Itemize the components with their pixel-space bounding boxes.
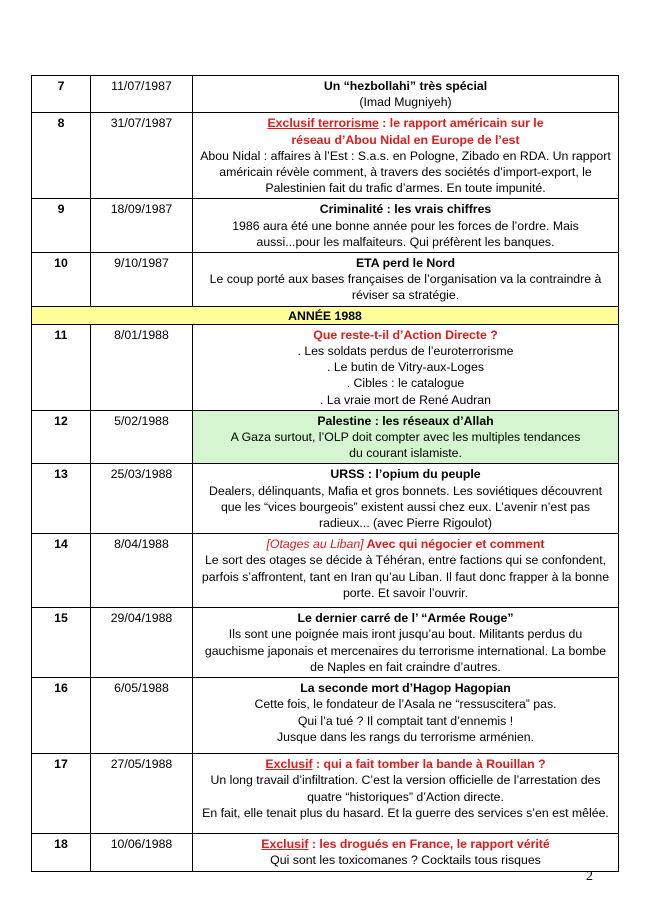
table-row (32, 678, 619, 754)
row-date: 6/05/1988 (91, 678, 193, 754)
table-row (32, 464, 619, 534)
row-number: 14 (32, 534, 91, 608)
article-title-rest: : le rapport américain sur le (378, 116, 544, 131)
article-body: Le coup porté aux bases françaises de l’organisation va la contraindre à réviser sa stratégie. (209, 272, 602, 303)
article-title (199, 836, 612, 852)
article-title: Un “hezbollahi” très spécial (323, 79, 488, 93)
article-title-rest: Avec qui négocier et comment (363, 537, 545, 552)
row-number: 12 (32, 410, 91, 464)
row-content (193, 324, 619, 410)
article-body: 1986 aura été une bonne année pour les forces de l’ordre. Mais aussi...pour les malfaiteurs. Qui préfèrent les banques. (232, 218, 579, 249)
row-content (193, 199, 619, 253)
row-date: 27/05/1988 (91, 754, 193, 834)
article-title: URSS : l’opium du peuple (330, 467, 481, 482)
table-row (32, 76, 619, 113)
row-content (193, 464, 619, 534)
article-body: Dealers, délinquants, Mafia et gros bonnets. Les soviétiques découvrent que les “vices bourgeois” existent aussi chez eux. L’avenir n’est pas radieux... (avec Pierre Rigoulot) (208, 483, 603, 531)
article-title (199, 756, 612, 772)
row-content (193, 534, 619, 608)
article-title (199, 536, 612, 552)
page-number: 2 (586, 869, 593, 884)
table-row (32, 534, 619, 608)
article-body: . Cibles : le catalogue (346, 376, 465, 391)
article-title: Que reste-t-il d’Action Directe ? (313, 327, 498, 342)
row-content (193, 834, 619, 871)
article-body: . Le butin de Vitry-aux-Loges (327, 360, 484, 375)
article-body: En fait, elle tenait plus du hasard. Et la guerre des services s’en est mêlée. (202, 805, 609, 820)
row-number: 11 (32, 324, 91, 410)
article-body: . La vraie mort de René Audran (320, 392, 491, 407)
article-title: La seconde mort d’Hagop Hagopian (300, 681, 511, 696)
article-title: Criminalité : les vrais chiffres (319, 202, 492, 217)
article-body: Ils sont une poignée mais iront jusqu’au bout. Militants perdus du gauchisme japonais et mercenaires du terrorisme international. La bombe de Naples en fait craindre d’autres. (204, 627, 607, 674)
row-number: 13 (32, 464, 91, 534)
row-content (193, 608, 619, 678)
row-date: 31/07/1987 (91, 113, 193, 199)
row-content (193, 754, 619, 834)
row-content (193, 253, 619, 307)
article-body: Le sort des otages se décide à Téhéran, entre factions qui se confondent, parfois s’affrontent, tant en Iran qu’au Liban. Il faut donc frapper à la bonne porte. Et savoir l’ouvrir. (201, 553, 610, 600)
article-title (199, 115, 612, 131)
article-title-rest: : qui a fait tomber la bande à Rouillan ? (312, 757, 546, 772)
article-body: . Les soldats perdus de l’euroterrorisme (297, 344, 514, 359)
row-date: 8/01/1988 (91, 324, 193, 410)
row-number: 15 (32, 608, 91, 678)
article-body: Cette fois, le fondateur de l’Asala ne “ressuscitera” pas. (254, 697, 557, 712)
article-body: (Imad Mugniyeh) (359, 95, 452, 110)
row-number: 10 (32, 253, 91, 307)
article-body: Un long travail d’infiltration. C’est la version officielle de l’arrestation des quatre “historiques” d’Action directe. (210, 773, 601, 804)
year-heading-row (32, 306, 619, 324)
row-content (193, 113, 619, 199)
row-date: 11/07/1987 (91, 76, 193, 113)
row-date: 5/02/1988 (91, 410, 193, 464)
article-topic: [Otages au Liban] (266, 537, 364, 552)
row-date: 8/04/1988 (91, 534, 193, 608)
year-heading: ANNÉE 1988 (32, 306, 619, 324)
table-row (32, 410, 619, 464)
row-date: 25/03/1988 (91, 464, 193, 534)
row-number: 7 (32, 76, 91, 113)
table-row (32, 113, 619, 199)
table-row (32, 754, 619, 834)
row-content (193, 678, 619, 754)
article-title: ETA perd le Nord (355, 256, 456, 271)
articles-table (31, 75, 619, 872)
article-body: Qui sont les toxicomanes ? Cocktails tous risques (270, 853, 541, 868)
article-body: Jusque dans les rangs du terrorisme arménien. (277, 729, 534, 744)
article-title-rest: : les drogués en France, le rapport vérité (308, 837, 550, 852)
row-date: 9/10/1987 (91, 253, 193, 307)
table-row (32, 834, 619, 871)
table-row (32, 324, 619, 410)
article-title-line2: réseau d’Abou Nidal en Europe de l’est (291, 132, 520, 147)
article-title: Le dernier carré de l’ “Armée Rouge” (297, 611, 514, 626)
row-number: 9 (32, 199, 91, 253)
row-number: 17 (32, 754, 91, 834)
article-title: Palestine : les réseaux d’Allah (317, 413, 494, 428)
row-content (193, 410, 619, 464)
exclusive-label: Exclusif terrorisme (267, 116, 379, 131)
table-row (32, 199, 619, 253)
exclusive-label: Exclusif (265, 757, 313, 772)
exclusive-label: Exclusif (261, 837, 309, 852)
row-date: 29/04/1988 (91, 608, 193, 678)
article-body: Qui l’a tué ? Il comptait tant d’ennemis ! (297, 713, 514, 728)
row-date: 18/09/1987 (91, 199, 193, 253)
article-body: A Gaza surtout, l’OLP doit compter avec les multiples tendances du courant islamiste. (230, 430, 581, 461)
row-number: 16 (32, 678, 91, 754)
table-row (32, 608, 619, 678)
row-content (193, 76, 619, 113)
row-number: 8 (32, 113, 91, 199)
row-date: 10/06/1988 (91, 834, 193, 871)
article-body: Abou Nidal : affaires à l’Est : S.a.s. en Pologne, Zibado en RDA. Un rapport américain révèle comment, à travers des sociétés d’import-export, le Palestinien fait du trafic d’armes. En toute impunité. (200, 148, 611, 196)
row-number: 18 (32, 834, 91, 871)
table-row (32, 253, 619, 307)
